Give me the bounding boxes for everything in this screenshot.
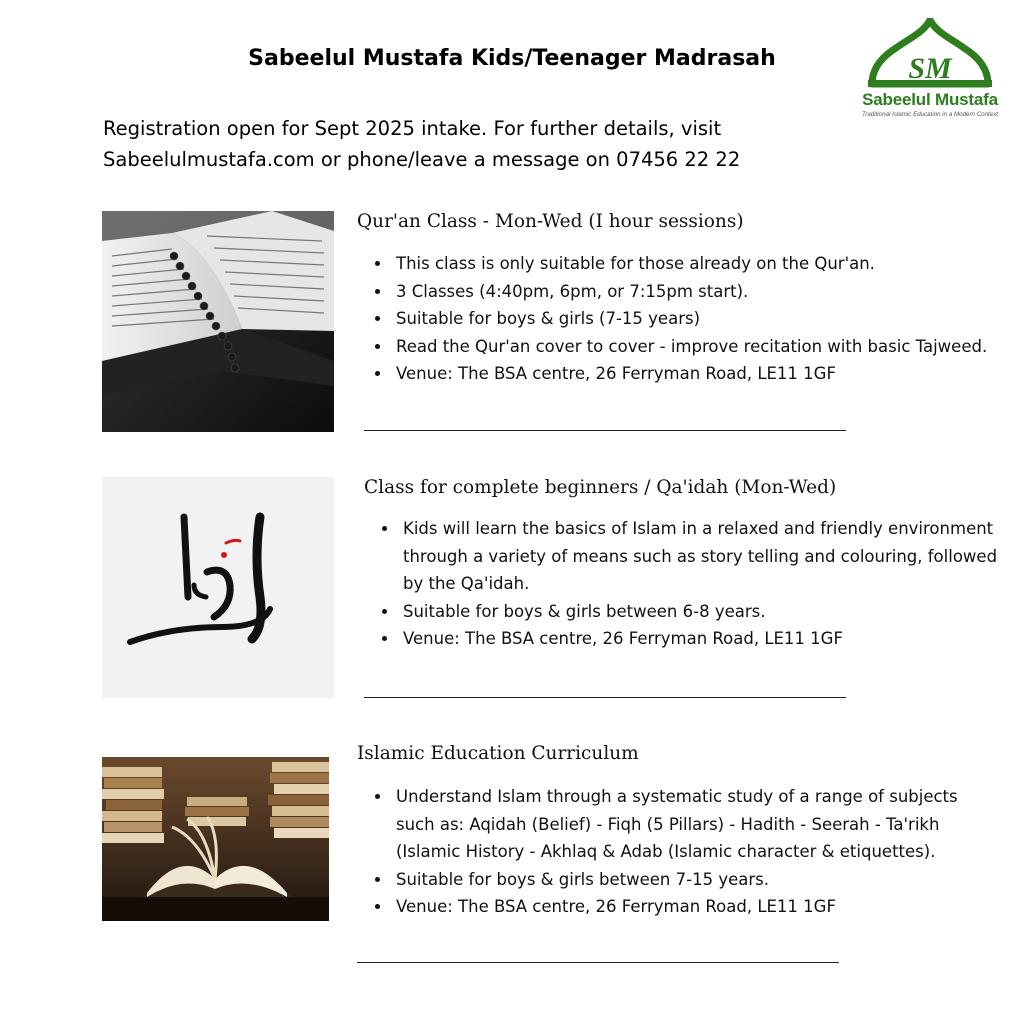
- section-heading-curriculum: Islamic Education Curriculum: [357, 743, 639, 764]
- section-divider: [364, 430, 846, 431]
- logo-tagline: Traditional Islamic Education in a Modern Context: [861, 111, 999, 118]
- logo-monogram: SM: [908, 52, 952, 85]
- quran-image: [102, 211, 334, 432]
- list-item: • Suitable for boys & girls between 7-15 years.: [392, 866, 992, 894]
- registration-intro: [103, 113, 863, 175]
- list-item: • Venue: The BSA centre, 26 Ferryman Road, LE11 1GF: [392, 360, 992, 388]
- beginners-class-details: [377, 515, 999, 653]
- list-item: • Understand Islam through a systematic study of a range of subjects such as: Aqidah (Belief) - Fiqh (5 Pillars) - Hadith - Seerah - Ta'rikh (Islamic History - Akhlaq & Adab (Islamic character & etiquettes).: [392, 783, 992, 866]
- intro-line-2: Sabeelulmustafa.com or phone/leave a message on 07456 22 22: [103, 148, 741, 171]
- quran-class-details: [370, 250, 992, 388]
- list-item: • Venue: The BSA centre, 26 Ferryman Road, LE11 1GF: [399, 625, 999, 653]
- sabeelul-mustafa-logo: [850, 18, 1010, 126]
- books-image: [102, 757, 329, 921]
- list-item: • This class is only suitable for those already on the Qur'an.: [392, 250, 992, 278]
- logo-name: Sabeelul Mustafa: [862, 90, 998, 109]
- section-divider: [364, 697, 846, 698]
- intro-line-1: Registration open for Sept 2025 intake. For further details, visit: [103, 117, 722, 140]
- iqra-calligraphy-image: [102, 477, 334, 698]
- section-divider: [357, 962, 839, 963]
- list-item: • Kids will learn the basics of Islam in a relaxed and friendly environment through a variety of means such as story telling and colouring, followed by the Qa'idah.: [399, 515, 999, 598]
- list-item: • Suitable for boys & girls between 6-8 years.: [399, 598, 999, 626]
- curriculum-details: [370, 783, 992, 921]
- section-heading-quran: Qur'an Class - Mon-Wed (I hour sessions): [357, 211, 744, 232]
- list-item: • Suitable for boys & girls (7-15 years): [392, 305, 992, 333]
- list-item: • Venue: The BSA centre, 26 Ferryman Road, LE11 1GF: [392, 893, 992, 921]
- section-heading-beginners: Class for complete beginners / Qa'idah (Mon-Wed): [364, 477, 837, 498]
- page-title: Sabeelul Mustafa Kids/Teenager Madrasah: [248, 46, 776, 71]
- dome-logo-icon: [850, 18, 1010, 96]
- list-item: • 3 Classes (4:40pm, 6pm, or 7:15pm start).: [392, 278, 992, 306]
- list-item: • Read the Qur'an cover to cover - improve recitation with basic Tajweed.: [392, 333, 992, 361]
